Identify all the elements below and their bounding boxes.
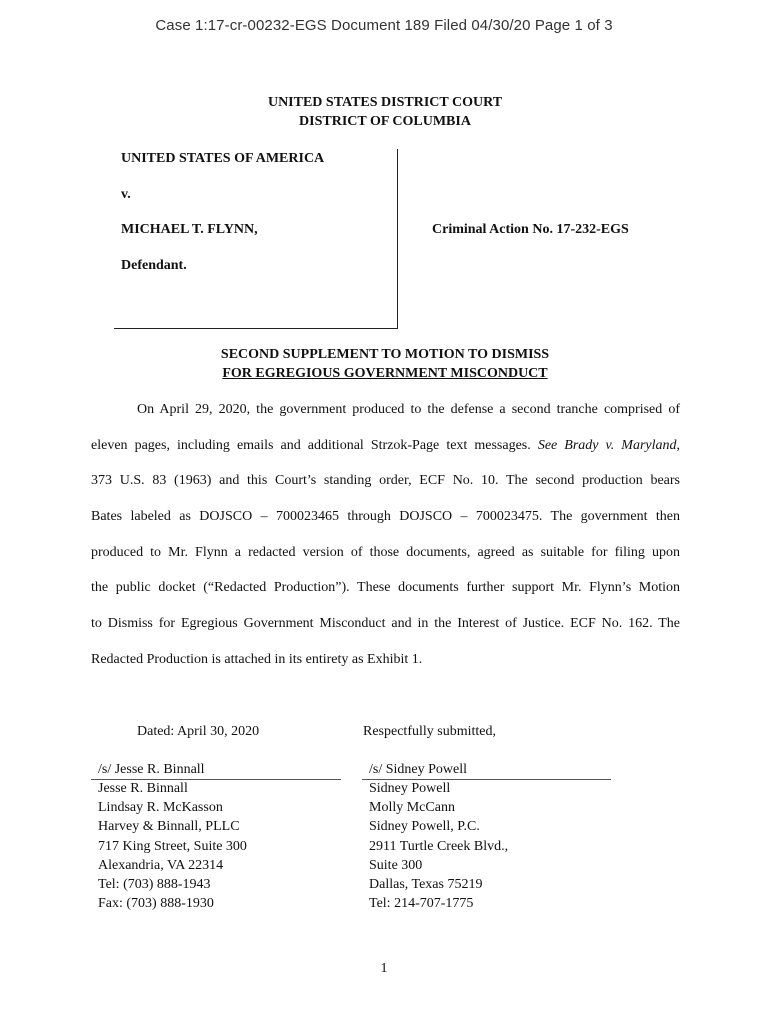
signature-left-line-4: 717 King Street, Suite 300 <box>98 839 247 854</box>
body-line-2 <box>91 438 680 454</box>
ecf-header-stamp: Case 1:17-cr-00232-EGS Document 189 Filed 04/30/20 Page 1 of 3 <box>155 17 613 34</box>
signature-line-left <box>91 779 341 780</box>
body-line-2-comma: , <box>676 438 680 453</box>
case-citation-brady: See Brady v. Maryland <box>537 438 677 453</box>
closing-line: Respectfully submitted, <box>363 724 496 739</box>
caption-divider-horizontal <box>114 328 398 329</box>
signature-left-line-7: Fax: (703) 888-1930 <box>98 896 214 911</box>
signature-left: /s/ Jesse R. Binnall <box>98 762 205 777</box>
signature-right-line-7: Tel: 214-707-1775 <box>369 896 474 911</box>
body-line-2-text: eleven pages, including emails and additional Strzok-Page text messages. <box>91 438 538 453</box>
caption-divider-vertical <box>397 149 398 329</box>
signature-line-right <box>362 779 611 780</box>
signature-right: /s/ Sidney Powell <box>369 762 468 777</box>
body-line-5: produced to Mr. Flynn a redacted version of those documents, agreed as suitable for filing upon <box>91 545 680 560</box>
page-number: 1 <box>380 961 388 976</box>
signature-left-line-2: Lindsay R. McKasson <box>98 800 223 815</box>
signature-right-line-2: Molly McCann <box>369 800 455 815</box>
body-line-1: On April 29, 2020, the government produced to the defense a second tranche comprised of <box>137 402 680 417</box>
court-district: DISTRICT OF COLUMBIA <box>299 114 471 129</box>
body-line-6: the public docket (“Redacted Production”). These documents further support Mr. Flynn’s Motion <box>91 580 680 595</box>
signature-left-line-1: Jesse R. Binnall <box>98 781 188 796</box>
dated-line: Dated: April 30, 2020 <box>137 724 260 739</box>
signature-right-line-4: 2911 Turtle Creek Blvd., <box>369 839 509 854</box>
signature-right-line-5: Suite 300 <box>369 858 423 873</box>
body-line-7: to Dismiss for Egregious Government Misconduct and in the Interest of Justice. ECF No. 162. The <box>91 616 680 631</box>
signature-right-line-6: Dallas, Texas 75219 <box>369 877 483 892</box>
document-title-line-2: FOR EGREGIOUS GOVERNMENT MISCONDUCT <box>222 366 548 381</box>
court-name: UNITED STATES DISTRICT COURT <box>267 95 503 110</box>
caption-versus: v. <box>121 187 131 202</box>
signature-right-line-1: Sidney Powell <box>369 781 451 796</box>
document-title-line-1: SECOND SUPPLEMENT TO MOTION TO DISMISS <box>220 347 550 362</box>
signature-left-line-5: Alexandria, VA 22314 <box>98 858 224 873</box>
caption-plaintiff: UNITED STATES OF AMERICA <box>121 151 325 166</box>
caption-defendant-label: Defendant. <box>121 258 187 273</box>
body-line-8: Redacted Production is attached in its entirety as Exhibit 1. <box>91 652 423 667</box>
signature-left-line-6: Tel: (703) 888-1943 <box>98 877 211 892</box>
body-line-4: Bates labeled as DOJSCO – 700023465 through DOJSCO – 700023475. The government then <box>91 509 680 524</box>
caption-defendant-name: MICHAEL T. FLYNN, <box>121 222 258 237</box>
signature-right-line-3: Sidney Powell, P.C. <box>369 819 480 834</box>
caption-case-number: Criminal Action No. 17-232-EGS <box>432 222 629 237</box>
signature-left-line-3: Harvey & Binnall, PLLC <box>98 819 240 834</box>
body-line-3: 373 U.S. 83 (1963) and this Court’s standing order, ECF No. 10. The second production bears <box>91 473 680 488</box>
